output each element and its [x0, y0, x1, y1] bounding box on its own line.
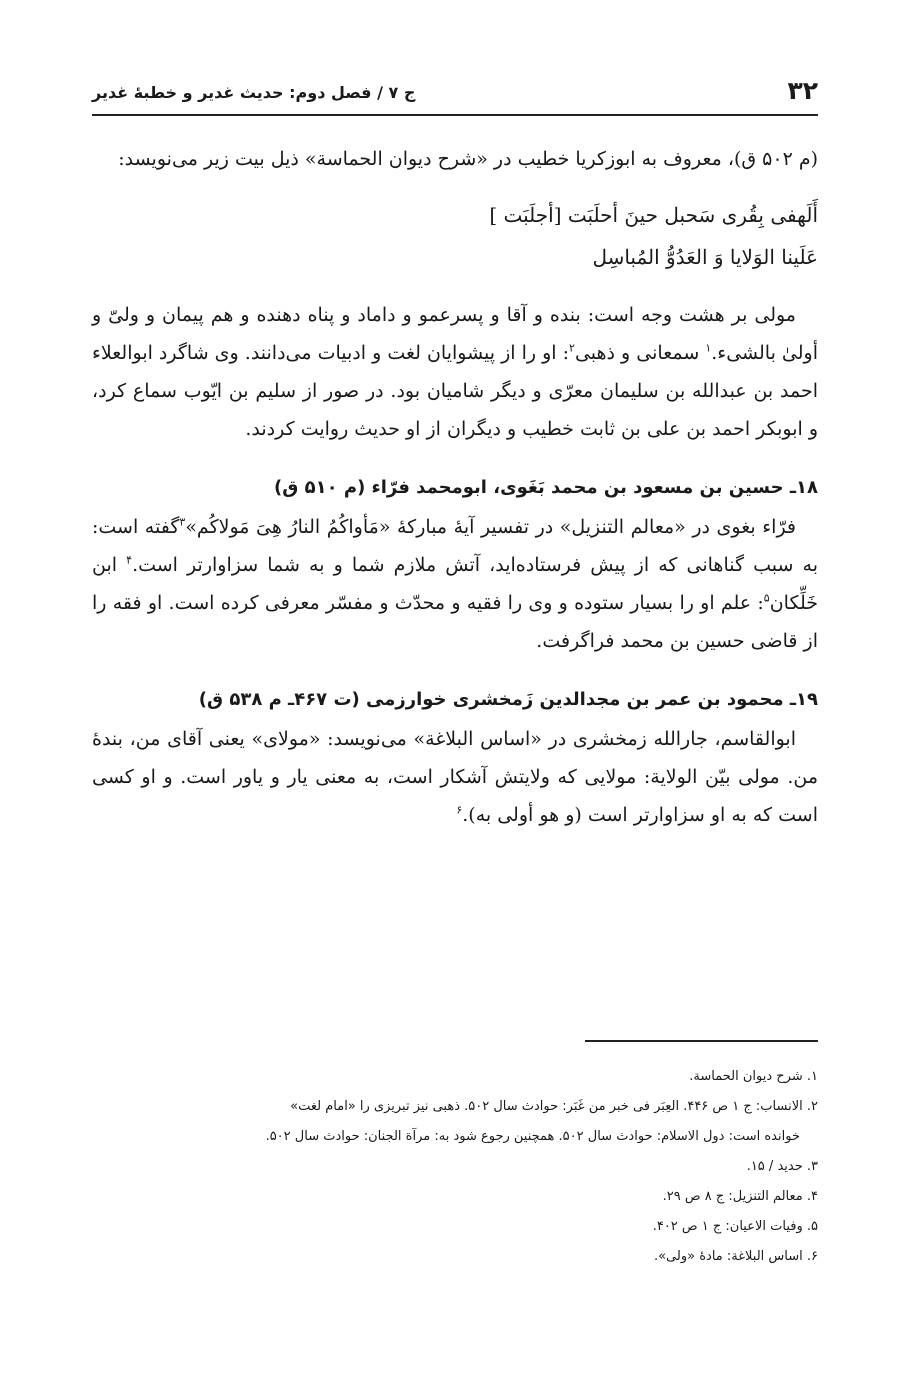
running-title: ج ۷ / فصل دوم: حدیث غدیر و خطبهٔ غدیر — [92, 83, 416, 102]
text-run: ابوالقاسم، جارالله زمخشری در «اساس البلاغة» می‌نویسد: «مولای» یعنی آقای من، بندهٔ من. مولی بیّن الولایة: مولایی که ولایتش آشکار است، به معنی یار و یاور است. و او کسی است که به او سزاوارتر است (و هو أولی به). — [92, 728, 819, 826]
footnote-6: ۶. اساس البلاغة: مادهٔ «ولی». — [653, 1249, 818, 1264]
footnote-ref-4[interactable]: ۴ — [126, 553, 133, 567]
footnote-ref-3[interactable]: ۳ — [179, 515, 186, 529]
footnote-separator — [585, 1040, 818, 1042]
footnote-1: ۱. شرح دیوان الحماسة. — [689, 1069, 818, 1084]
verse-line-1: أَلَهفی بِقُری سَحبل حینَ أحلَبَت [أجلَبَت ] — [489, 203, 818, 227]
footnote-3: ۳. حدید / ۱۵. — [746, 1159, 818, 1174]
footnote-ref-6[interactable]: ۶ — [456, 803, 463, 817]
poem-verse — [92, 194, 818, 278]
footnote-ref-5[interactable]: ۵ — [763, 591, 770, 605]
text-run: : علم او را بسیار ستوده و وی را فقیه و محدّث و مفسّر معرفی کرده است. او فقه را از قاضی حسین بن محمد فراگرفت. — [92, 592, 818, 652]
text-run: سمعانی و ذهبی — [574, 342, 706, 364]
section-heading-18: ۱۸ـ حسین بن مسعود بن محمد بَغَوی، ابومحمد فرّاء (م ۵۱۰ ق) — [274, 477, 818, 498]
paragraph-intro: (م ۵۰۲ ق)، معروف به ابوزکریا خطیب در «شرح دیوان الحماسة» ذیل بیت زیر می‌نویسد: — [118, 148, 818, 170]
text-run: فرّاء بغوی در «معالم التنزیل» در تفسیر آیهٔ مبارکهٔ «مَأواكُمُ النارُ هِیَ مَولاكُم» — [185, 516, 797, 538]
paragraph-mawla-meanings — [92, 296, 818, 448]
footnotes — [92, 1062, 818, 1272]
verse-line-2: عَلَینا الوَلایا وَ العَدُوُّ المُباسِل — [592, 245, 818, 269]
text-run: گفته است: به سبب گناهانی که از پیش فرستاده‌اید، آتش ملازم شما و به شما سزاوارتر است. — [92, 516, 819, 576]
footnote-4: ۴. معالم التنزیل: ج ۸ ص ۲۹. — [662, 1189, 818, 1204]
footnote-ref-2[interactable]: ۲ — [569, 341, 575, 355]
page-number: ۳۲ — [787, 76, 818, 105]
paragraph-zamakhshari — [92, 720, 818, 834]
body-text — [92, 140, 818, 834]
footnote-2: ۲. الانساب: ج ۱ ص ۴۴۶. العِبَر فی خبر من غَبَر: حوادث سال ۵۰۲. ذهبی نیز تبریزی را «امام لغت» — [290, 1099, 818, 1114]
text-run: مولی بر هشت وجه است: بنده و آقا و پسرعمو و داماد و پناه دهنده و هم پیمان و ولیّ و أولیٰ بالشیء. — [92, 304, 818, 364]
running-header — [92, 70, 818, 110]
book-page — [92, 0, 818, 1390]
text-run: : او را از پیشوایان لغت و ادبیات می‌دانند. وی شاگرد ابوالعلاء احمد بن عبدالله بن سلیمان معرّی و دیگر شامیان بود. در صور از سلیم بن ایّوب سماع کرد، و ابوبکر احمد بن علی بن ثابت خطیب و دیگران از او حدیث روایت کردند. — [92, 342, 818, 440]
paragraph-baghawi — [92, 508, 818, 660]
footnote-ref-1[interactable]: ۱ — [705, 341, 712, 355]
section-heading-19: ۱۹ـ محمود بن عمر بن مجدالدین زَمخشری خوارزمی (ت ۴۶۷ـ م ۵۳۸ ق) — [198, 689, 818, 710]
text-run: ابن خَلِّکان — [92, 554, 818, 614]
footnote-5: ۵. وفیات الاعیان: ج ۱ ص ۴۰۲. — [652, 1219, 818, 1234]
header-rule — [92, 114, 818, 116]
footnote-2-continued: خوانده است: دول الاسلام: حوادث سال ۵۰۲. همچنین رجوع شود به: مرآة الجنان: حوادث سال ۵۰۲. — [265, 1129, 800, 1144]
